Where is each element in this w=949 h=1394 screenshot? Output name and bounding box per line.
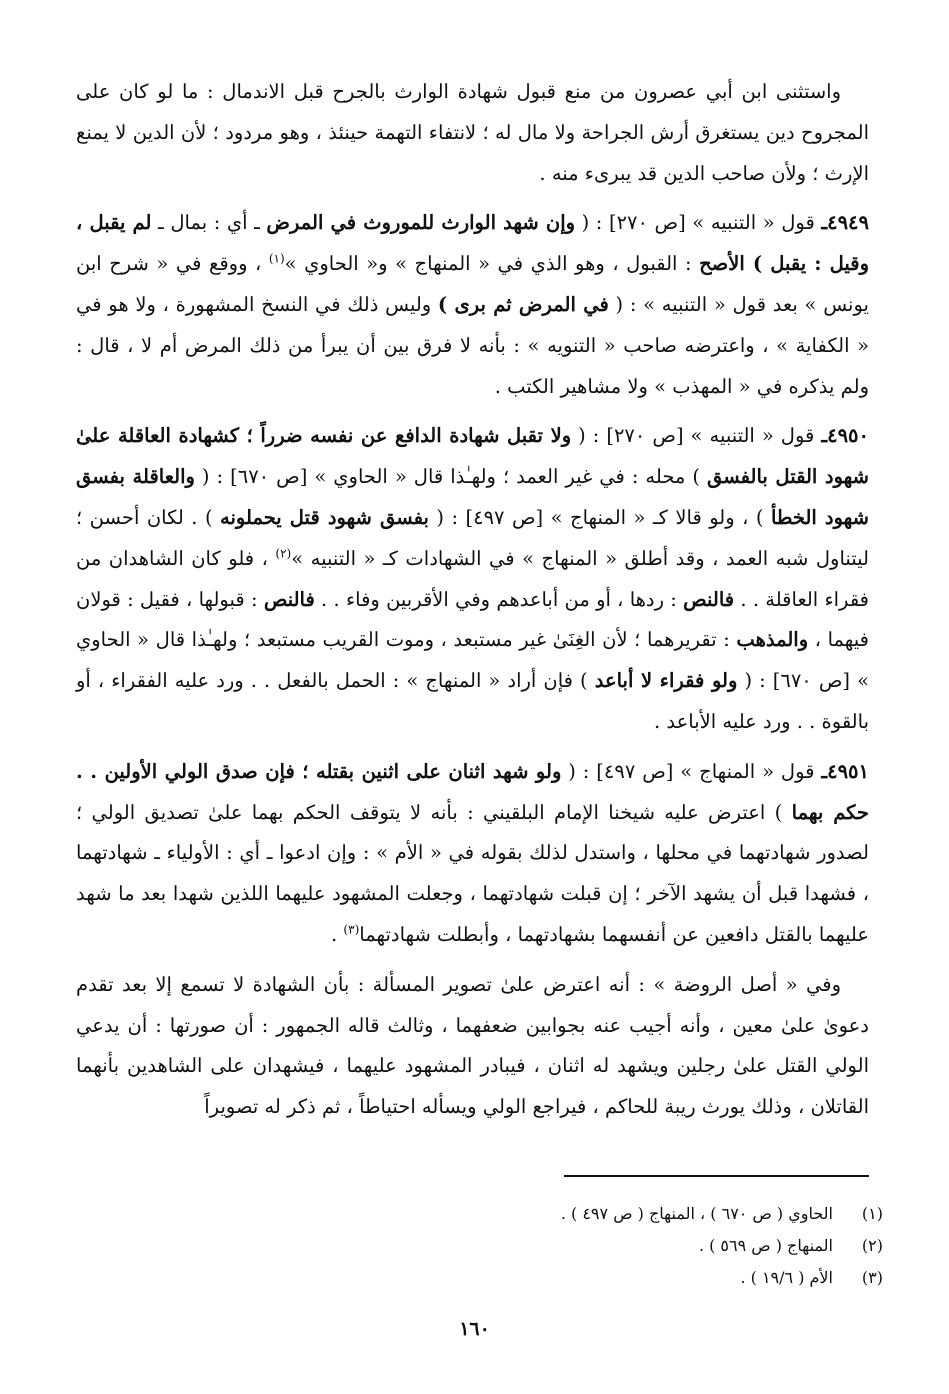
entry-number: ٤٩٥٠ـ (821, 424, 869, 448)
paragraph-4949: ٤٩٤٩ـ قول « التنبيه » [ص ٢٧٠] : ( وإن شهد الوارث للموروث في المرض ـ أي : بمال ـ لم يقبل ، وقيل : يقبل ) الأصح : القبول ، وهو الذي في « المنهاج » و« الحاوي »$^{(١)}$ ، ووقع في « شرح ابن يونس » بعد قول « التنبيه » : ( في المرض ثم برى ) وليس ذلك في النسخ المشهورة ، ولا هو في « الكفاية » ، واعترضه صاحب « التنويه » : بأنه لا فرق بين أن يبرأ من ذلك المرض أم لا ، قال : ولم يذكره في « المهذب » ولا مشاهير الكتب . (76, 211, 869, 398)
page-number: ١٦٠ (459, 1318, 490, 1340)
footnote-2 (63, 1230, 883, 1262)
footnote-divider (564, 1175, 869, 1177)
paragraph-rawda: وفي « أصل الروضة » : أنه اعترض علىٰ تصوير المسألة : بأن الشهادة لا تسمع إلا بعد تقدم دعوىٰ علىٰ معين ، وأنه أجيب عنه بجوابين ضعفهما ، وثالث قاله الجمهور : أن صورتها : أن يدعي الولي القتل علىٰ رجلين ويشهد له اثنان ، فيبادر المشهود عليهما ، فيشهدان على الشاهدين بأنهما القاتلان ، وذلك يورث ريبة للحاكم ، فيراجع الولي ويسأله احتياطاً ، ثم ذكر له تصويراً (76, 972, 869, 1119)
footnote-text: الأم ( ١٩/٦ ) . (740, 1268, 833, 1287)
footnote-1 (63, 1198, 883, 1230)
footnote-mark: (٣) (861, 1268, 883, 1287)
paragraph-4950: ٤٩٥٠ـ قول « التنبيه » [ص ٢٧٠] : ( ولا تقبل شهادة الدافع عن نفسه ضرراً ؛ كشهادة العاقلة علىٰ شهود القتل بالفسق ) محله : في غير العمد ؛ ولهـٰذا قال « الحاوي » [ص ٦٧٠] : ( والعاقلة بفسق شهود الخطأ ) ، ولو قالا كـ « المنهاج » [ص ٤٩٧] : ( بفسق شهود قتل يحملونه ) . لكان أحسن ؛ ليتناول شبه العمد ، وقد أطلق « المنهاج » في الشهادات كـ « التنبيه »$^{(٢)}$ ، فلو كان الشاهدان من فقراء العاقلة . . فالنص : ردها ، أو من أباعدهم وفي الأقربين وفاء . . فالنص : قبولها ، فقيل : قولان فيهما ، والمذهب : تقريرهما ؛ لأن الغِنَىٰ غير مستبعد ، وموت القريب مستبعد ؛ ولهـٰذا قال « الحاوي » [ص ٦٧٠] : ( ولو فقراء لا أباعد ) فإن أراد « المنهاج » : الحمل بالفعل . . ورد عليه الفقراء ، أو بالقوة . . ورد عليه الأباعد . (76, 424, 870, 733)
paragraph-1: واستثنى ابن أبي عصرون من منع قبول شهادة الوارث بالجرح قبل الاندمال : ما لو كان على المجروح دين يستغرق أرش الجراحة ولا مال له ؛ لانتفاء التهمة حينئذ ، وهو مردود ؛ لأن الدين لا يمنع الإرث ؛ ولأن صاحب الدين قد يبرىء منه . (76, 80, 869, 185)
footnote-ref-2: (٢) (275, 546, 292, 561)
paragraph-4951: ٤٩٥١ـ قول « المنهاج » [ص ٤٩٧] : ( ولو شهد اثنان على اثنين بقتله ؛ فإن صدق الولي الأولين . . حكم بهما ) اعترض عليه شيخنا الإمام البلقيني : بأنه لا يتوقف الحكم بهما علىٰ تصديق الولي ؛ لصدور شهادتهما في محلها ، واستدل لذلك بقوله في « الأم » : وإن ادعوا ـ أي : الأولياء ـ شهادتهما ، فشهدا قبل أن يشهد الآخر ؛ إن قبلت شهادتهما ، وجعلت المشهود عليهما اللذين شهدا بعد ما شهد عليهما بالقتل دافعين عن أنفسهما بشهادتهما ، وأبطلت شهادتهما$^{(٣)}$ . (76, 759, 869, 946)
entry-number: ٤٩٤٩ـ (821, 211, 869, 235)
footnote-3 (63, 1262, 883, 1294)
footnote-mark: (١) (861, 1204, 883, 1223)
footnote-ref-3: (٣) (343, 922, 360, 937)
footnote-text: المنهاج ( ص ٥٦٩ ) . (698, 1236, 833, 1255)
footnote-mark: (٢) (861, 1236, 883, 1255)
footnote-ref-1: (١) (268, 251, 285, 266)
entry-number: ٤٩٥١ـ (821, 759, 869, 783)
main-text (76, 72, 869, 1137)
footnote-text: الحاوي ( ص ٦٧٠ ) ، المنهاج ( ص ٤٩٧ ) . (560, 1204, 833, 1223)
footnotes (63, 1198, 883, 1294)
